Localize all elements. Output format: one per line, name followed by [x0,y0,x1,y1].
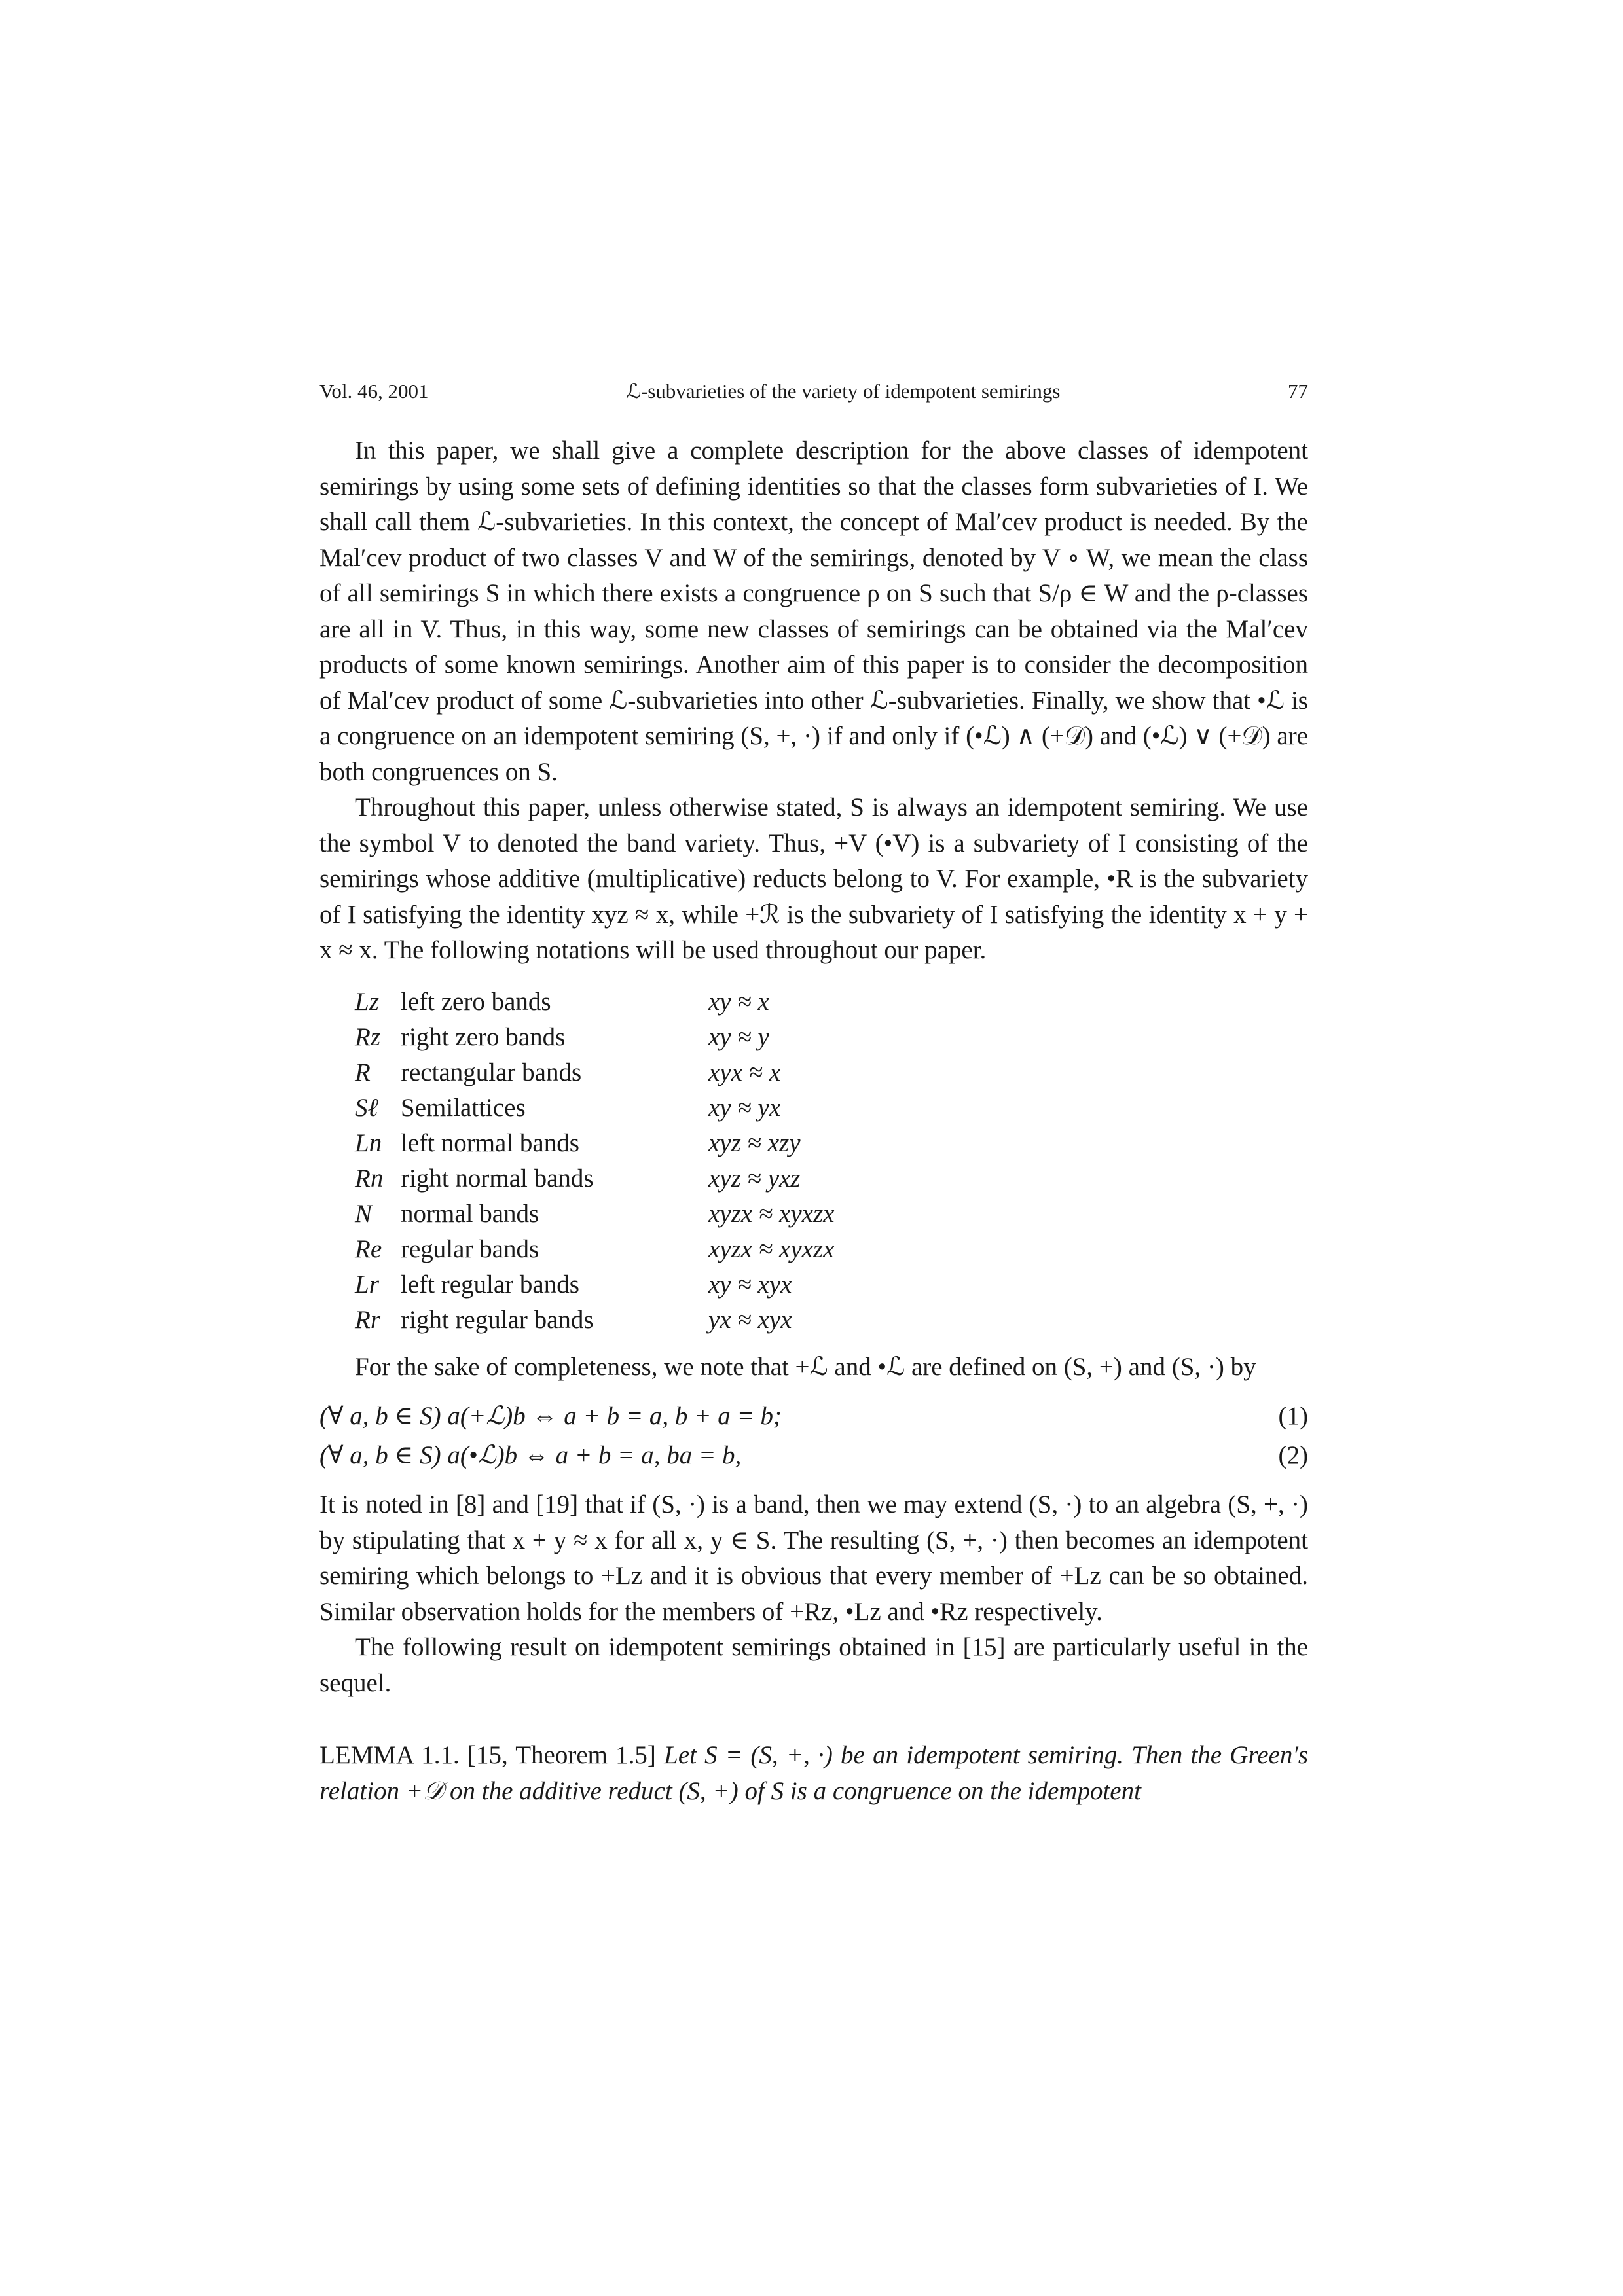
notation-identity: xyx ≈ x [708,1058,781,1086]
paragraph-notation-intro: Throughout this paper, unless otherwise stated, S is always an idempotent semiring. We use the symbol V to denoted the band variety. Thus, +V (•V) is a subvariety of I consisting of the semirings whose additive (multiplicative) reducts belong to V. For example, •R is the subvariety of I satisfying the identity xyz ≈ x, while +ℛ is the subvariety of I satisfying the identity x + y + x ≈ x. The following notations will be used throughout our paper. [319,793,1308,964]
notation-name: rectangular bands [401,1058,582,1086]
notation-symbol: Re [355,1234,382,1263]
running-title: ℒ-subvarieties of the variety of idempotent semirings [626,380,1061,403]
equation-1-text: (∀ a, b ∈ S) a(+ℒ)b ⇔ a + b = a, b + a = b; [319,1402,782,1430]
notation-name: right normal bands [401,1164,594,1193]
lemma-label: LEMMA 1.1. [319,1741,460,1769]
notation-row [355,1232,834,1267]
notation-symbol: Lr [355,1270,379,1299]
notation-symbol: Rr [355,1305,380,1334]
paragraph-band-extension: It is noted in [8] and [19] that if (S, ·) is a band, then we may extend (S, ·) to an algebra (S, +, ·) by stipulating that x + y ≈ x for all x, y ∈ S. The resulting (S, +, ·) then becomes an idempotent semiring which belongs to +Lz and it is obvious that every member of +Lz can be so obtained. Similar observation holds for the members of +Rz, •Lz and •Rz respectively. [319,1490,1308,1626]
notation-name: right zero bands [401,1022,566,1051]
equation-1 [319,1397,1308,1436]
notation-row [355,1302,834,1338]
notation-row [355,1161,834,1196]
notation-symbol: R [355,1058,371,1086]
equation-block [319,1397,1308,1475]
paragraph-completeness: For the sake of completeness, we note that +ℒ and •ℒ are defined on (S, +) and (S, ·) by [355,1352,1256,1381]
notation-symbol: Sℓ [355,1093,378,1122]
notation-name: left zero bands [401,987,551,1016]
equation-2-text: (∀ a, b ∈ S) a(•ℒ)b ⇔ a + b = a, ba = b, [319,1441,742,1469]
notation-row [355,1090,834,1126]
equation-2-number: (2) [1278,1441,1308,1469]
notation-identity: xyz ≈ yxz [708,1164,801,1193]
notation-name: regular bands [401,1234,539,1263]
notation-identity: xyzx ≈ xyxzx [708,1199,835,1228]
notation-name: normal bands [401,1199,539,1228]
notation-name: right regular bands [401,1305,594,1334]
equation-1-number: (1) [1278,1402,1308,1430]
page-number: 77 [1288,380,1308,403]
notation-identity: xy ≈ xyx [708,1270,792,1299]
notation-identity: yx ≈ xyx [708,1305,792,1334]
notation-row [355,1020,834,1055]
notation-identity: xyz ≈ xzy [708,1128,801,1157]
equation-2 [319,1436,1308,1475]
notation-symbol: Ln [355,1128,382,1157]
lemma-1-1 [319,1738,1308,1809]
notation-identity: xyzx ≈ xyxzx [708,1234,835,1263]
notation-symbol: Rz [355,1022,380,1051]
running-head [319,380,1308,403]
notation-row [355,1126,834,1161]
notation-identity: xy ≈ yx [708,1093,781,1122]
notation-table-body [355,984,834,1338]
page-body [319,380,1308,1809]
lemma-body: Let S = (S, +, ·) be an idempotent semiring. Then the Green′s relation +𝒟 on the additive reduct (S, +) of S is a congruence on the idempotent [319,1741,1309,1805]
notation-row [355,984,834,1020]
volume-info: Vol. 46, 2001 [319,380,429,403]
notation-row [355,1055,834,1090]
paragraph-following-result: The following result on idempotent semirings obtained in [15] are particularly useful in the sequel. [319,1633,1308,1697]
notation-symbol: Lz [355,987,379,1016]
notation-row [355,1267,834,1302]
notation-name: left regular bands [401,1270,579,1299]
notation-identity: xy ≈ x [708,987,769,1016]
notation-symbol: N [355,1199,373,1228]
lemma-citation: [15, Theorem 1.5] [467,1741,656,1769]
paragraph-intro: In this paper, we shall give a complete description for the above classes of idempotent semirings by using some sets of defining identities so that the classes form subvarieties of I. We shall call them ℒ-subvarieties. In this context, the concept of Mal′cev product is needed. By the Mal′cev product of two classes V and W of the semirings, denoted by V ∘ W, we mean the class of all semirings S in which there exists a congruence ρ on S such that S/ρ ∈ W and the ρ-classes are all in V. Thus, in this way, some new classes of semirings can be obtained via the Mal′cev products of some known semirings. Another aim of this paper is to consider the decomposition of Mal′cev product of some ℒ-subvarieties into other ℒ-subvarieties. Finally, we show that •ℒ is a congruence on an idempotent semiring (S, +, ·) if and only if (•ℒ) ∧ (+𝒟) and (•ℒ) ∨ (+𝒟) are both congruences on S. [319,437,1308,786]
notation-row [355,1196,834,1232]
notation-name: left normal bands [401,1128,579,1157]
notation-identity: xy ≈ y [708,1022,769,1051]
notation-symbol: Rn [355,1164,384,1193]
notation-name: Semilattices [401,1093,526,1122]
notation-table [355,984,834,1338]
